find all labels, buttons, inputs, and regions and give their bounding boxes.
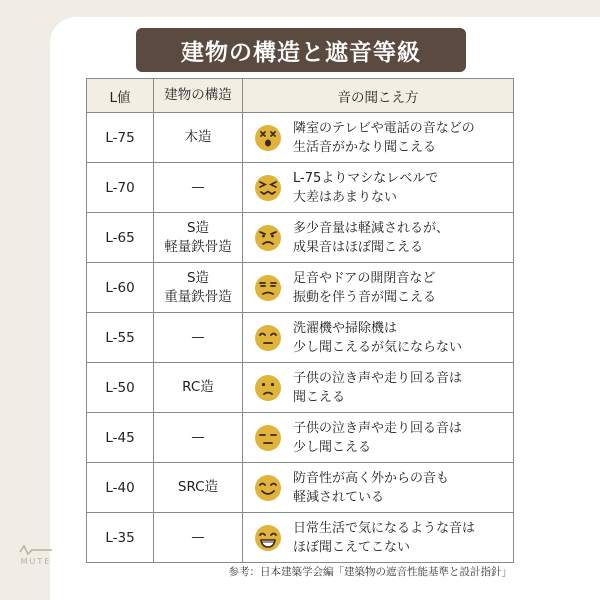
table-header-row [87,79,514,113]
structure-text: 重量鉄骨造 [164,288,232,305]
table-row [87,213,514,263]
structure-text: — [191,179,205,195]
structure-cell [154,163,243,213]
expressionless-face-icon [243,424,293,452]
l-value-cell: L-50 [87,363,154,413]
table-row [87,163,514,213]
neutral-face-icon [243,324,293,352]
sound-cell [243,263,514,313]
structure-text: — [191,429,205,445]
l-value-cell: L-65 [87,213,154,263]
structure-text: — [191,329,205,345]
structure-cell [154,313,243,363]
structure-text: — [191,529,205,545]
sound-cell [243,363,514,413]
sound-description-line: 軽減されている [293,489,385,505]
sound-description-line: 隣室のテレビや電話の音などの [293,120,475,136]
sound-cell [243,113,514,163]
structure-text: RC造 [182,379,214,395]
structure-cell [154,413,243,463]
structure-cell [154,463,243,513]
table-row [87,413,514,463]
sound-description [293,169,438,207]
page-title: 建物の構造と遮音等級 [136,28,466,72]
l-value-cell: L-45 [87,413,154,463]
sound-description-line: 子供の泣き声や走り回る音は [293,370,463,386]
grinning-face-icon [243,524,293,552]
sound-description-line: 日常生活で気になるような音は [293,520,476,536]
structure-cell [154,363,243,413]
logo-text: MUTE [20,557,52,566]
header-structure: 建物の構造 [154,79,243,113]
sound-description-line: L-75よりマシなレベルで [293,170,439,186]
sound-description-line: 振動を伴う音が聞こえる [293,289,437,305]
sound-description [293,319,462,357]
structure-text: S造 [186,269,210,286]
sound-insulation-table [86,78,514,563]
smiling-face-icon [243,474,293,502]
sound-description [293,369,462,407]
structure-text: SRC造 [177,479,219,495]
l-value-cell: L-60 [87,263,154,313]
sound-cell [243,513,514,563]
sound-cell [243,163,514,213]
sound-description-line: 成果音はほぼ聞こえる [293,239,424,255]
structure-cell [154,263,243,313]
angry-face-icon [243,224,293,252]
sound-description-line: 少し聞こえる [293,439,372,455]
sound-cell [243,313,514,363]
sound-description-line: 足音やドアの開閉音など [293,270,436,286]
slightly-frowning-face-icon [243,374,293,402]
sound-description-line: 少し聞こえるが気にならない [293,339,463,355]
structure-text: 木造 [184,129,212,145]
sound-description [293,469,449,507]
worried-face-icon [243,274,293,302]
structure-cell [154,113,243,163]
sound-wave-logo-icon [18,542,54,556]
mute-logo [14,542,58,566]
structure-cell [154,513,243,563]
l-value-cell: L-70 [87,163,154,213]
table-row [87,463,514,513]
sound-description [293,519,475,557]
sound-description [293,269,436,307]
table-row [87,313,514,363]
squinting-face-icon [243,174,293,202]
structure-text: 軽量鉄骨造 [164,238,232,255]
sound-description-line: 大差はあまりない [293,189,398,205]
l-value-cell: L-35 [87,513,154,563]
sound-description [293,219,449,257]
table-row [87,363,514,413]
sound-description-line: 防音性が高く外からの音も [293,470,450,486]
sound-description [293,419,462,457]
sound-cell [243,213,514,263]
header-sound: 音の聞こえ方 [243,79,514,113]
sound-cell [243,413,514,463]
sound-description-line: 聞こえる [293,389,346,405]
sound-description-line: 子供の泣き声や走り回る音は [293,420,463,436]
sound-description-line: 生活音がかなり聞こえる [293,139,437,155]
structure-cell [154,213,243,263]
table-row [87,113,514,163]
sound-description-line: ほぼ聞こえてこない [293,539,411,555]
sound-description-line: 洗濯機や掃除機は [293,320,398,336]
table-row [87,263,514,313]
sound-description-line: 多少音量は軽減されるが、 [293,220,450,236]
l-value-cell: L-40 [87,463,154,513]
l-value-cell: L-75 [87,113,154,163]
l-value-cell: L-55 [87,313,154,363]
sound-cell [243,463,514,513]
sound-description [293,119,475,157]
dizzy-face-icon [243,124,293,152]
header-l-value: L値 [87,79,154,113]
table-row [87,513,514,563]
structure-text: S造 [186,219,210,236]
reference-note: 参考：日本建築学会編「建築物の遮音性能基準と設計指針」 [228,566,512,578]
